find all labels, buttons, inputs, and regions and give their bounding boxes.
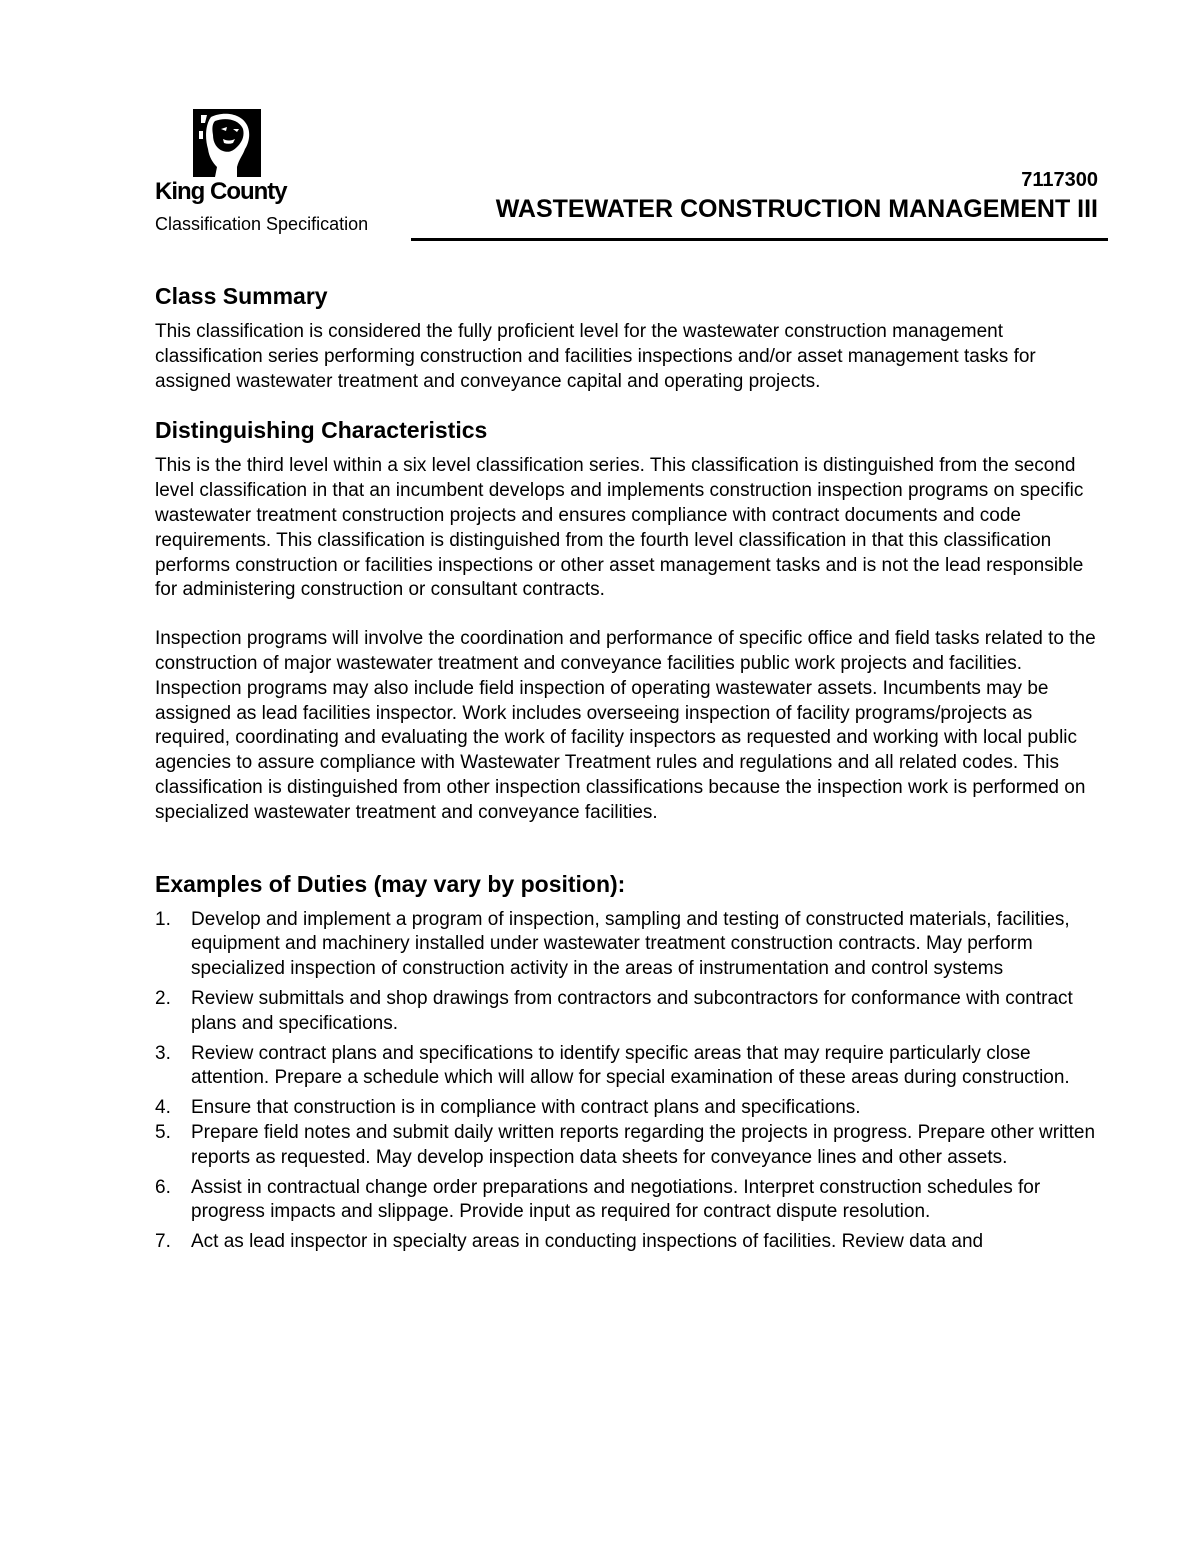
list-number: 5. (155, 1121, 171, 1143)
list-number: 7. (155, 1231, 171, 1253)
list-item-text: Act as lead inspector in specialty areas in conducting inspections of facilities. Review data and (191, 1231, 984, 1253)
distinguishing-paragraph-2: Inspection programs will involve the coordination and performance of specific office and field tasks related to the construction of major wastewater treatment and conveyance facilities public work projects and facilities. Inspection programs may also include field inspection of operating wastewater assets. Incumbents may be assigned as lead facilities inspector. Work includes overseeing inspection of facility programs/projects as required, coordinating and evaluating the work of facility inspectors as requested and working with local public agencies to assure compliance with Wastewater Treatment rules and regulations and all related codes. This classification is distinguished from other inspection classifications because the inspection work is performed on specialized wastewater treatment and conveyance facilities. (155, 628, 1096, 823)
list-number: 3. (155, 1042, 171, 1064)
distinguishing-paragraph-1: This is the third level within a six level classification series. This classification is distinguished from the second level classification in that an incumbent develops and implements construction inspection programs on specific wastewater treatment construction projects and ensures compliance with contract documents and code requirements. This classification is distinguished from the fourth level classification in that this classification performs construction or facilities inspections or other asset management tasks and is not the lead responsible for administering construction or consultant contracts. (155, 455, 1084, 601)
list-item (155, 1176, 1105, 1226)
title-divider (411, 238, 1108, 241)
list-item (155, 1096, 1105, 1121)
duties-list (155, 908, 1105, 1255)
classification-code: 7117300 (1021, 169, 1098, 191)
list-number: 6. (155, 1176, 171, 1198)
class-summary-text: This classification is considered the fully proficient level for the wastewater construction management classification series performing construction and facilities inspections and/or asset management tasks for assigned wastewater treatment and conveyance capital and operating projects. (155, 321, 1036, 392)
list-number: 2. (155, 987, 171, 1009)
document-body (155, 282, 1105, 1260)
list-number: 4. (155, 1097, 171, 1119)
class-summary-section (155, 282, 1105, 394)
king-county-logo-icon (193, 109, 261, 177)
distinguishing-heading: Distinguishing Characteristics (155, 417, 488, 444)
logo-wordmark: King County (155, 178, 287, 205)
list-item-text: Prepare field notes and submit daily written reports regarding the projects in progress. Prepare other written reports as requested. May develop inspection data sheets for conveyance lines and other assets. (191, 1121, 1096, 1168)
list-item (155, 1230, 1105, 1255)
list-item-text: Review submittals and shop drawings from contractors and subcontractors for conformance with contract plans and specifications. (191, 987, 1073, 1034)
class-summary-heading: Class Summary (155, 283, 328, 309)
document-subtitle: Classification Specification (155, 214, 369, 234)
list-item (155, 1121, 1105, 1171)
list-item-text: Develop and implement a program of inspection, sampling and testing of constructed materials, facilities, equipment and machinery installed under wastewater treatment construction contracts. May perform specialized inspection of construction activity in the areas of instrumentation and control systems (191, 908, 1070, 980)
list-item-text: Ensure that construction is in compliance with contract plans and specifications. (191, 1097, 861, 1119)
list-number: 1. (155, 908, 171, 930)
duties-section (155, 870, 1105, 1255)
page-title: WASTEWATER CONSTRUCTION MANAGEMENT III (495, 195, 1098, 223)
list-item (155, 908, 1105, 982)
duties-heading: Examples of Duties (may vary by position): (155, 870, 626, 897)
distinguishing-section (155, 416, 1105, 825)
list-item-text: Assist in contractual change order preparations and negotiations. Interpret construction schedules for progress impacts and slippage. Provide input as required for contract dispute resolution. (191, 1176, 1041, 1223)
list-item-text: Review contract plans and specifications to identify specific areas that may require particularly close attention. Prepare a schedule which will allow for special examination of these areas during construction. (191, 1042, 1070, 1089)
list-item (155, 987, 1105, 1037)
list-item (155, 1042, 1105, 1092)
